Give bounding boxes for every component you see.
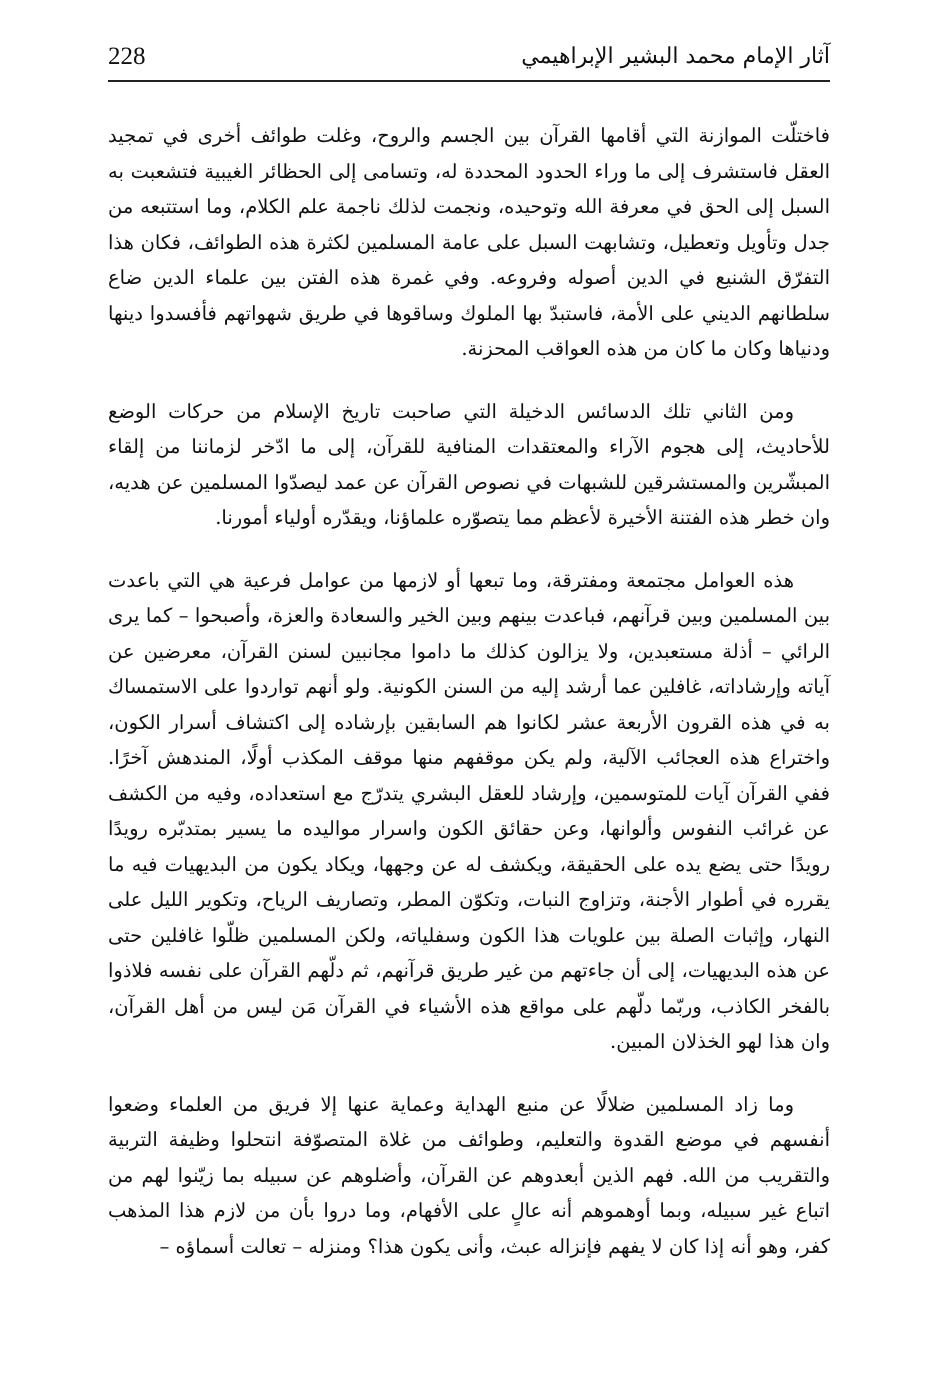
- paragraph-1: فاختلّت الموازنة التي أقامها القرآن بين الجسم والروح، وغلت طوائف أخرى في تمجيد العقل فاستشرف إلى ما وراء الحدود المحددة له، وتسامى إلى الحظائر الغيبية فتشعبت به السبل إلى الحق في معرفة الله وتوحيده، ونجمت لذلك ناجمة علم الكلام، وما استتبعه من جدل وتأويل وتعطيل، وتشابهت السبل على عامة المسلمين لكثرة هذه الطوائف، فكان هذا التفرّق الشنيع في الدين أصوله وفروعه. وفي غمرة هذه الفتن بين علماء الدين ضاع سلطانهم الديني على الأمة، فاستبدّ بها الملوك وساقوها في طريق شهواتهم فأفسدوا دينها ودنياها وكان ما كان من هذه العواقب المحزنة.: [108, 124, 830, 360]
- page-header: [108, 38, 830, 84]
- body-text: [108, 118, 830, 1291]
- header-rule: [108, 80, 830, 82]
- running-title: آثار الإمام محمد البشير الإبراهيمي: [521, 44, 830, 69]
- page-number: 228: [108, 43, 146, 70]
- paragraph-2: ومن الثاني تلك الدسائس الدخيلة التي صاحبت تاريخ الإسلام من حركات الوضع للأحاديث، إلى هجوم الآراء والمعتقدات المنافية للقرآن، إلى ما ادّخر لزماننا من إلقاء المبشّرين والمستشرقين للشبهات في نصوص القرآن عن عمد ليصدّوا المسلمين عن هديه، وان خطر هذه الفتنة الأخيرة لأعظم مما يتصوّره علماؤنا، ويقدّره أولياء أمورنا.: [108, 399, 830, 529]
- paragraph-4: وما زاد المسلمين ضلالًا عن منبع الهداية وعماية عنها إلا فريق من العلماء وضعوا أنفسهم في موضع القدوة والتعليم، وطوائف من غلاة المتصوّفة انتحلوا وظيفة التربية والتقريب من الله. فهم الذين أبعدوهم عن القرآن، وأضلوهم عن سبيله بما زيّنوا لهم من اتباع غير سبيله، وبما أوهموهم أنه عالٍ على الأفهام، وما دروا بأن من لازم هذا المذهب كفر، وهو أنه إذا كان لا يفهم فإنزاله عبث، وأنى يكون هذا؟ ومنزله – تعالت أسماؤه –: [108, 1092, 831, 1258]
- paragraph-3: هذه العوامل مجتمعة ومفترقة، وما تبعها أو لازمها من عوامل فرعية هي التي باعدت بين المسلمين وبين قرآنهم، فباعدت بينهم وبين الخير والسعادة والعزة، وأصبحوا – كما يرى الرائي – أذلة مستعبدين، ولا يزالون كذلك ما داموا مجانبين لسنن القرآن، معرضين عن آياته وإرشاداته، غافلين عما أرشد إليه من السنن الكونية. ولو أنهم تواردوا على الاستمساك به في هذه القرون الأربعة عشر لكانوا هم السابقين بإرشاده إلى اكتشاف أسرار الكون، واختراع هذه العجائب الآلية، ولم يكن موقفهم منها موقف المكذب أولًا، المندهش آخرًا. ففي القرآن آيات للمتوسمين، وإرشاد للعقل البشري يتدرّج مع استعداده، وفيه من الكشف عن غرائب النفوس وألوانها، وعن حقائق الكون واسرار مواليده ما يسير بمتدبّره رويدًا رويدًا حتى يضع يده على الحقيقة، ويكشف له عن وجهها، ويكاد يكون من البديهيات فيه ما يقرره في أطوار الأجنة، وتزاوج النبات، وتكوّن المطر، وتصاريف الرياح، وتكوير الليل على النهار، وإثبات الصلة بين علويات هذا الكون وسفلياته، ولكن المسلمين ظلّوا غافلين حتى عن هذه البديهيات، إلى أن جاءتهم من غير طريق قرآنهم، ثم دلّهم القرآن على نفسه فلاذوا بالفخر الكاذب، وربّما دلّهم على مواقع هذه الأشياء في القرآن مَن ليس من أهل القرآن، وان هذا لهو الخذلان المبين.: [108, 568, 830, 1053]
